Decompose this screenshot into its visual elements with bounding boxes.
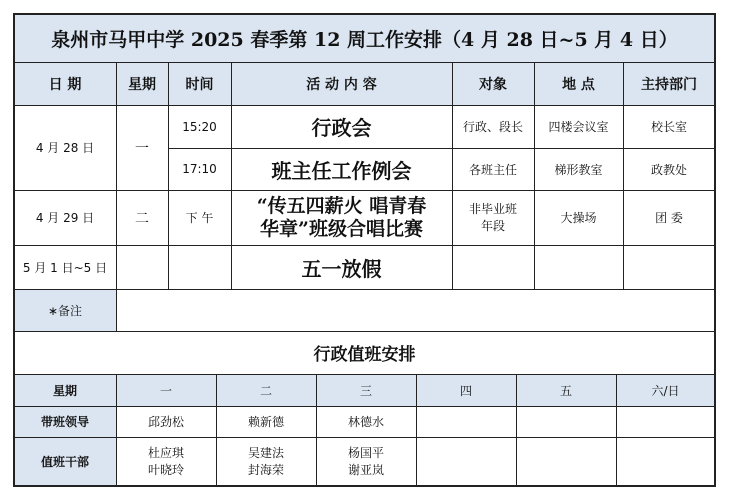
duty-cadre-label: 值班干部 — [40, 455, 89, 469]
header-weekday: 星期 — [128, 76, 156, 93]
activity-cell: 行政会 — [311, 116, 372, 140]
target-cell: 各班主任 — [468, 162, 517, 177]
duty-day-fri: 五 — [559, 383, 572, 398]
weekday-cell: 二 — [135, 210, 149, 227]
duty-cadre-cell — [116, 437, 216, 486]
grid-line — [714, 13, 716, 487]
grid-line — [168, 62, 169, 289]
duty-day-tue: 二 — [259, 383, 272, 398]
duty-header-label: 星期 — [52, 383, 77, 398]
grid-line — [168, 148, 715, 149]
duty-day-thu: 四 — [459, 383, 472, 398]
grid-line — [13, 13, 15, 487]
activity-cell: 班主任工作例会 — [271, 158, 412, 183]
header-content: 活 动 内 容 — [306, 76, 377, 93]
grid-line — [14, 406, 715, 407]
grid-line — [516, 374, 517, 486]
cadre-name: 杨国平 — [347, 446, 384, 461]
activity-line: 华章”班级合唱比赛 — [260, 217, 423, 240]
cadre-name: 叶晓玲 — [147, 462, 184, 477]
duty-cadre-cell — [216, 437, 316, 486]
grid-line — [216, 374, 217, 486]
grid-line — [14, 374, 715, 375]
grid-line — [14, 331, 715, 332]
header-location: 地 点 — [562, 76, 595, 93]
duty-leader-cell: 邱劲松 — [147, 415, 184, 429]
activity-cell: 五一放假 — [301, 256, 382, 281]
host-cell: 团 委 — [655, 211, 683, 225]
grid-line — [14, 190, 715, 191]
duty-day-mon: 一 — [159, 383, 172, 398]
grid-line — [13, 485, 716, 487]
cadre-name: 杜应琪 — [147, 446, 184, 461]
time-cell: 15:20 — [182, 119, 217, 134]
grid-line — [231, 62, 232, 289]
target-line: 年段 — [480, 218, 505, 233]
target-line: 非毕业班 — [468, 202, 517, 217]
grid-line — [13, 13, 716, 15]
header-date: 日 期 — [48, 76, 82, 93]
cadre-name: 吴建法 — [247, 446, 284, 461]
grid-line — [452, 62, 453, 289]
target-cell — [452, 190, 534, 245]
grid-line — [116, 62, 117, 331]
grid-line — [14, 289, 715, 290]
cadre-name: 谢亚岚 — [347, 462, 384, 477]
page-title: 泉州市马甲中学 2025 春季第 12 周工作安排（4 月 28 日~5 月 4 日） — [51, 28, 678, 51]
location-cell: 梯形教室 — [554, 162, 603, 177]
grid-line — [14, 105, 715, 106]
time-cell: 下 午 — [185, 211, 214, 225]
duty-leader-cell: 林德水 — [347, 415, 384, 429]
host-cell: 政教处 — [650, 162, 687, 177]
duty-day-wed: 三 — [359, 383, 372, 398]
grid-line — [623, 62, 624, 289]
header-host: 主持部门 — [641, 76, 697, 93]
cadre-name: 封海荣 — [247, 462, 284, 477]
header-target: 对象 — [479, 76, 507, 93]
remark-label: ∗备注 — [47, 303, 83, 318]
grid-line — [14, 437, 715, 438]
date-cell: 4 月 29 日 — [35, 211, 95, 225]
activity-cell — [231, 190, 452, 245]
duty-day-weekend: 六/日 — [651, 383, 680, 398]
grid-line — [14, 62, 715, 63]
grid-line — [116, 374, 117, 486]
location-cell: 四楼会议室 — [548, 120, 609, 134]
duty-title: 行政值班安排 — [313, 345, 416, 365]
duty-leader-label: 带班领导 — [40, 415, 89, 429]
duty-cadre-cell — [316, 437, 416, 486]
grid-line — [14, 245, 715, 246]
header-time: 时间 — [185, 76, 214, 93]
host-cell: 校长室 — [650, 120, 687, 134]
grid-line — [416, 374, 417, 486]
duty-leader-cell: 赖新德 — [247, 415, 284, 429]
grid-line — [316, 374, 317, 486]
grid-line — [534, 62, 535, 289]
activity-line: “传五四薪火 唱青春 — [256, 194, 427, 217]
remark-content[interactable] — [116, 289, 715, 331]
time-cell: 17:10 — [182, 162, 217, 176]
date-cell: 5 月 1 日~5 日 — [22, 260, 108, 275]
date-cell: 4 月 28 日 — [35, 141, 95, 155]
grid-line — [616, 374, 617, 486]
weekday-cell: 一 — [135, 140, 149, 157]
target-cell: 行政、段长 — [462, 120, 523, 134]
location-cell: 大操场 — [560, 211, 597, 225]
